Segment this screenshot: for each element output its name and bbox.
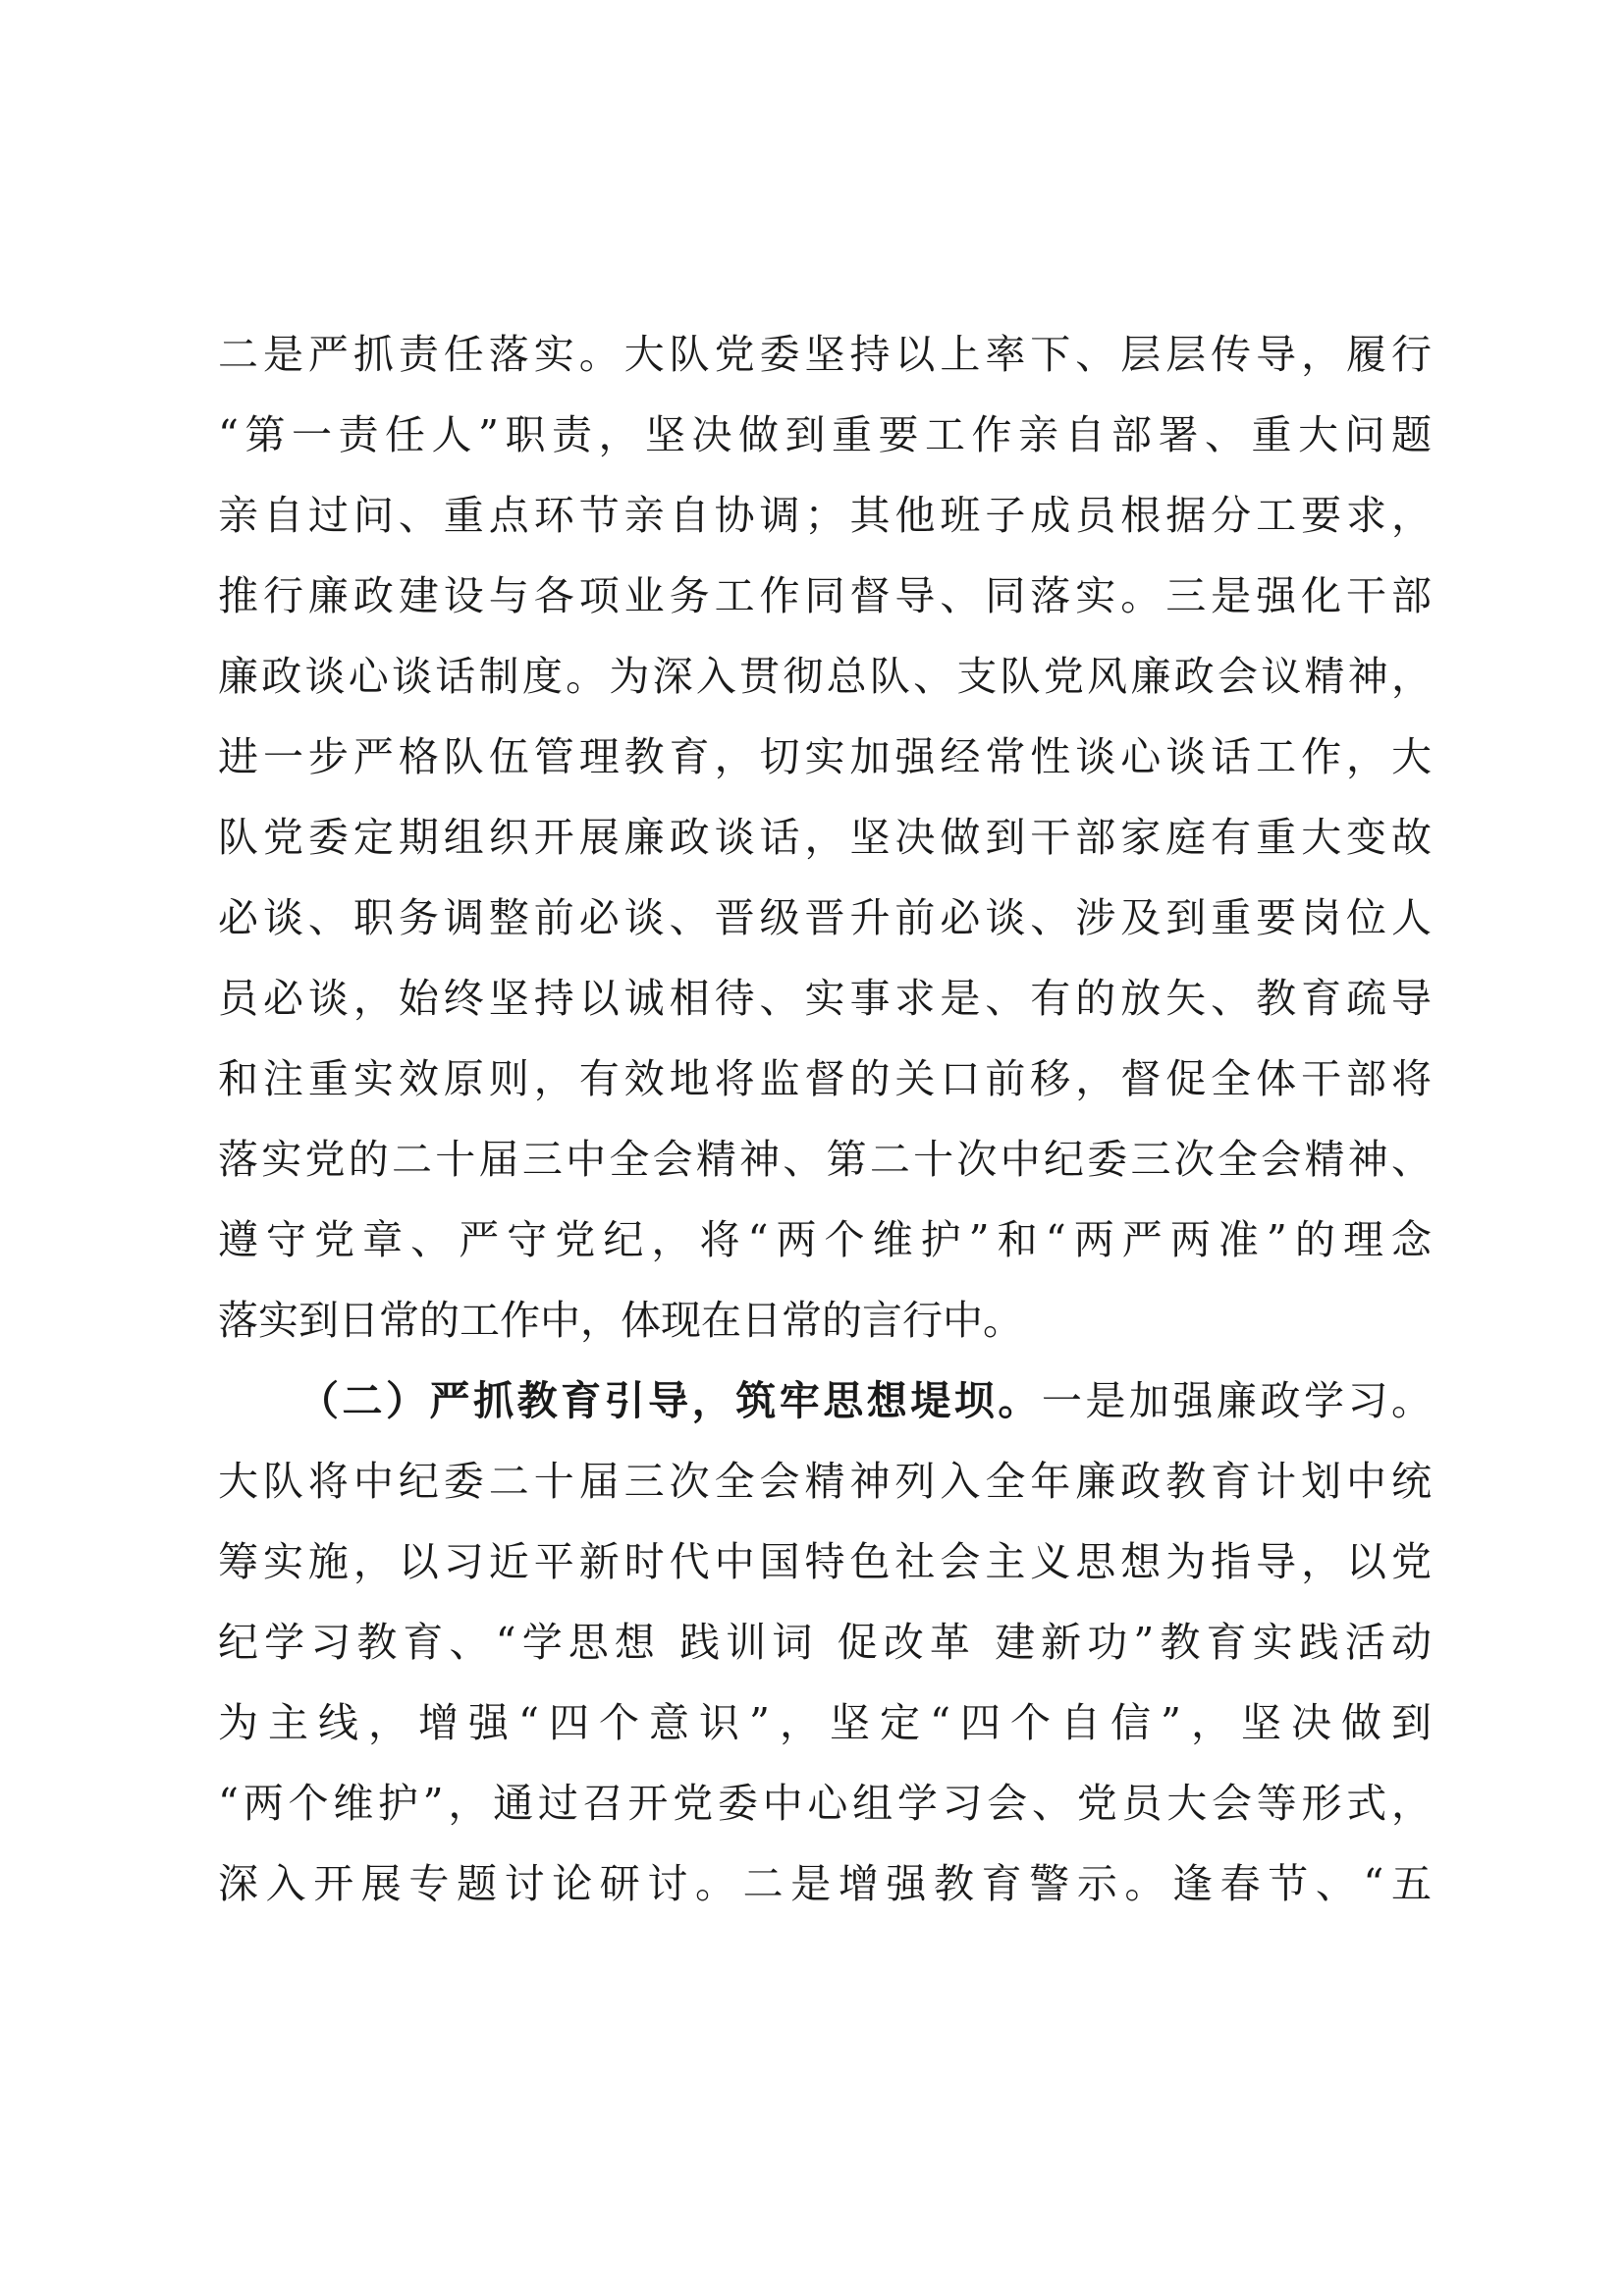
paragraph-line: 落实党的二十届三中全会精神、第二十次中纪委三次全会精神、 xyxy=(218,1136,1432,1183)
document-body xyxy=(218,314,1432,1924)
section-heading: （二）严抓教育引导，筑牢思想堤坝。 xyxy=(298,1377,1042,1424)
section-heading-line xyxy=(218,1361,1432,1441)
paragraph-line: 推行廉政建设与各项业务工作同督导、同落实。三是强化干部 xyxy=(218,572,1432,619)
paragraph-line: 大队将中纪委二十届三次全会精神列入全年廉政教育计划中统 xyxy=(218,1458,1432,1505)
paragraph-line: 落实到日常的工作中，体现在日常的言行中。 xyxy=(218,1297,1023,1344)
paragraph-line: “两个维护”，通过召开党委中心组学习会、党员大会等形式， xyxy=(218,1780,1432,1827)
paragraph-line: 二是严抓责任落实。大队党委坚持以上率下、层层传导，履行 xyxy=(218,331,1432,378)
paragraph-line: 和注重实效原则，有效地将监督的关口前移，督促全体干部将 xyxy=(218,1055,1432,1102)
paragraph-line: 筹实施，以习近平新时代中国特色社会主义思想为指导，以党 xyxy=(218,1538,1432,1585)
paragraph-line: 队党委定期组织开展廉政谈话，坚决做到干部家庭有重大变故 xyxy=(218,814,1432,861)
paragraph-line: 廉政谈心谈话制度。为深入贯彻总队、支队党风廉政会议精神， xyxy=(218,653,1432,700)
paragraph-line: 亲自过问、重点环节亲自协调；其他班子成员根据分工要求， xyxy=(218,492,1432,539)
paragraph-line: 遵守党章、严守党纪，将“两个维护”和“两严两准”的理念 xyxy=(218,1216,1432,1263)
paragraph-line: 纪学习教育、“学思想 践训词 促改革 建新功”教育实践活动 xyxy=(218,1619,1432,1666)
paragraph-line: 员必谈，始终坚持以诚相待、实事求是、有的放矢、教育疏导 xyxy=(218,975,1432,1022)
paragraph-line: 必谈、职务调整前必谈、晋级晋升前必谈、涉及到重要岗位人 xyxy=(218,894,1432,941)
paragraph-line: 进一步严格队伍管理教育，切实加强经常性谈心谈话工作，大 xyxy=(218,733,1432,780)
paragraph-line: 深入开展专题讨论研讨。二是增强教育警示。逢春节、“五 xyxy=(218,1860,1432,1907)
section-heading-tail: 一是加强廉政学习。 xyxy=(1041,1377,1433,1424)
paragraph-line: 为主线，增强“四个意识”，坚定“四个自信”，坚决做到 xyxy=(218,1699,1432,1746)
paragraph-line: “第一责任人”职责，坚决做到重要工作亲自部署、重大问题 xyxy=(218,411,1432,458)
